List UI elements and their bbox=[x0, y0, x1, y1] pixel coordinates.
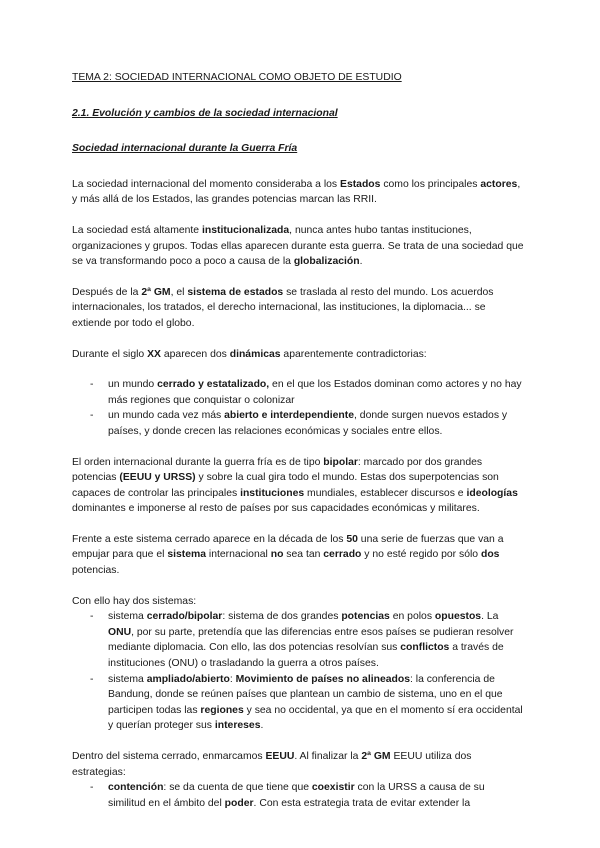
paragraph-2: La sociedad está altamente institucionalizada, nunca antes hubo tantas instituciones, organizaciones y grupos. Todas ellas aparecen durante esta guerra. Se trata de una sociedad que se va transformando poco a poco a causa de la globalización. bbox=[72, 224, 524, 268]
paragraph-8: Dentro del sistema cerrado, enmarcamos EEUU. Al finalizar la 2ª GM EEUU utiliza dos estrategias: bbox=[72, 751, 472, 778]
systems-list bbox=[72, 609, 524, 734]
list-item: - contención: se da cuenta de que tiene que coexistir con la URSS a causa de su similitud en el ámbito del poder. Con esta estrategia trata de evitar extender la bbox=[108, 780, 524, 811]
document-title: TEMA 2: SOCIEDAD INTERNACIONAL COMO OBJETO DE ESTUDIO bbox=[72, 72, 402, 83]
paragraph-6: Frente a este sistema cerrado aparece en la década de los 50 una serie de fuerzas que van a empujar para que el sistema internacional no sea tan cerrado y no esté regido por sólo dos potencias. bbox=[72, 533, 504, 577]
strategies-list bbox=[72, 780, 524, 811]
list-item: - sistema cerrado/bipolar: sistema de dos grandes potencias en polos opuestos. La ONU, por su parte, pretendía que las diferencias entre esos países se pudieran resolver mediante diplomacia. Con ello, las dos potencias resolvían sus conflictos a través de instituciones (ONU) o trasladando la guerra a otros países. bbox=[108, 609, 524, 671]
dynamics-list bbox=[72, 377, 524, 439]
list-item: - un mundo cerrado y estatalizado, en el que los Estados dominan como actores y no hay más regiones que conquistar o colonizar bbox=[108, 377, 524, 408]
paragraph-5: El orden internacional durante la guerra fría es de tipo bipolar: marcado por dos grandes potencias (EEUU y URSS) y sobre la cual gira todo el mundo. Estas dos superpotencias son capaces de controlar las principales instituciones mundiales, establecer discursos e ideologías dominantes e imponerse al resto de países por sus capacidades económicas y militares. bbox=[72, 456, 518, 515]
list-item: - un mundo cada vez más abierto e interdependiente, donde surgen nuevos estados y países, y donde crecen las relaciones económicas y sociales entre ellos. bbox=[108, 408, 524, 439]
paragraph-3: Después de la 2ª GM, el sistema de estados se traslada al resto del mundo. Los acuerdos internacionales, los tratados, el derecho internacional, las instituciones, la diplomacia... se extiende por todo el globo. bbox=[72, 286, 494, 329]
subsection-heading: Sociedad internacional durante la Guerra Fría bbox=[72, 143, 298, 155]
paragraph-7: Con ello hay dos sistemas: bbox=[72, 595, 197, 607]
section-heading: 2.1. Evolución y cambios de la sociedad internacional bbox=[72, 107, 338, 119]
list-item: - sistema ampliado/abierto: Movimiento de países no alineados: la conferencia de Bandung, donde se reúnen países que plantean un cambio de sistema, uno en el que participen todas las regiones y sea no occidental, ya que en el momento sí era occidental y querían proteger sus intereses. bbox=[108, 672, 524, 734]
paragraph-4: Durante el siglo XX aparecen dos dinámicas aparentemente contradictorias: bbox=[72, 348, 427, 360]
paragraph-1: La sociedad internacional del momento consideraba a los Estados como los principales actores, y más allá de los Estados, las grandes potencias marcan las RRII. bbox=[72, 178, 521, 206]
